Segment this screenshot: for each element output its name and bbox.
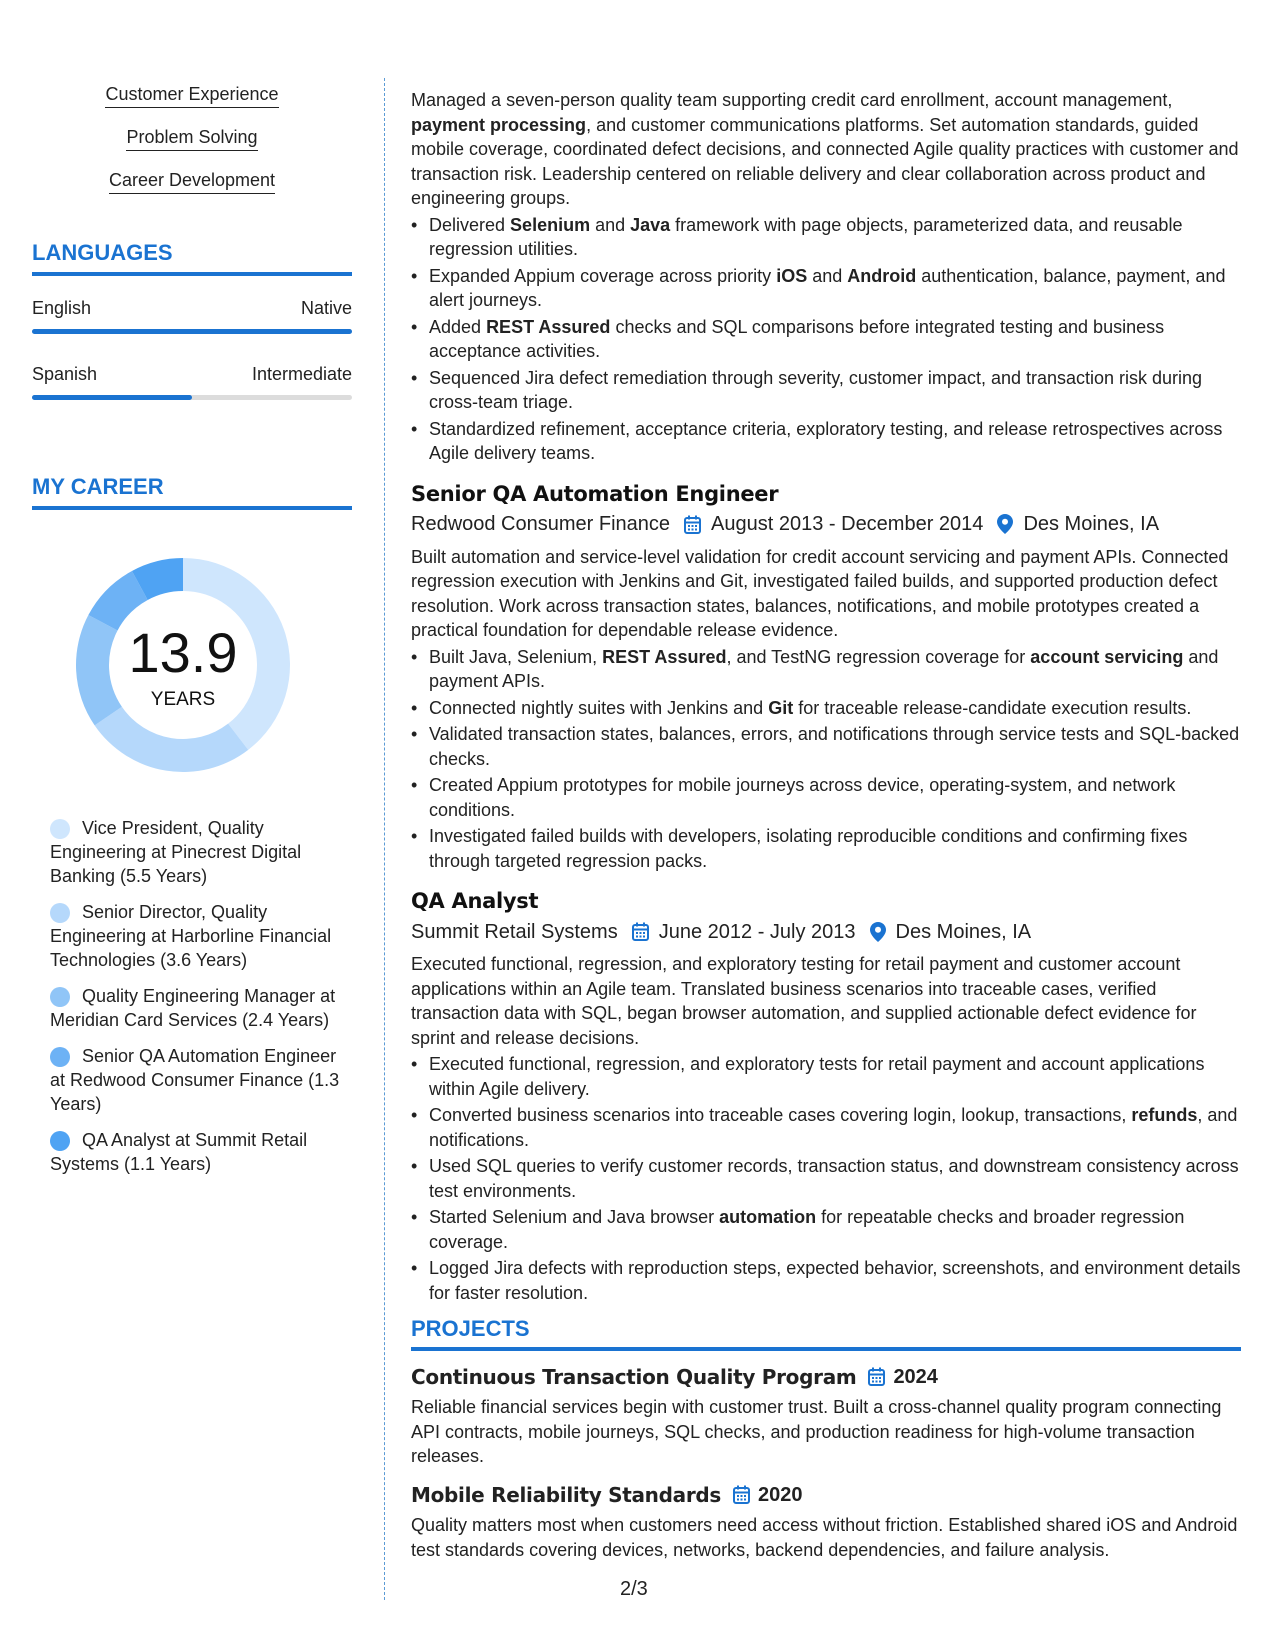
job-dates: June 2012 - July 2013 <box>658 920 856 943</box>
job-dates: August 2013 - December 2014 <box>711 513 984 535</box>
bullet-item: • Sequenced Jira defect remediation through severity, customer impact, and transaction risk during cross-team triage. <box>411 366 1241 415</box>
bullet-item: • Connected nightly suites with Jenkins and Git for traceable release-candidate execution results. <box>411 696 1241 721</box>
job-location: Des Moines, IA <box>895 920 1032 943</box>
skill-item: Customer Experience <box>105 84 278 108</box>
donut-center <box>68 550 298 780</box>
languages-section <box>32 240 352 400</box>
bullet-item: • Expanded Appium coverage across priority iOS and Android authentication, balance, payment, and alert journeys. <box>411 264 1241 313</box>
career-item-text: QA Analyst at Summit Retail Systems (1.1 Years) <box>50 1130 308 1174</box>
bullet-item: • Standardized refinement, acceptance criteria, exploratory testing, and release retrospectives across Agile delivery teams. <box>411 417 1241 466</box>
skill-list <box>32 84 352 194</box>
bullet-item: • Built Java, Selenium, REST Assured, and TestNG regression coverage for account servicing and payment APIs. <box>411 645 1241 694</box>
projects-section <box>411 1317 1241 1562</box>
job-entry <box>411 889 1241 1305</box>
project-description: Quality matters most when customers need access without friction. Established shared iOS and Android test standards covering devices, networks, backend dependencies, and failure analysis. <box>411 1515 1238 1560</box>
location-pin-icon <box>997 514 1013 534</box>
career-item <box>50 1128 352 1176</box>
career-item <box>50 984 352 1032</box>
skill-item: Problem Solving <box>126 127 257 151</box>
location-pin-icon <box>870 922 886 942</box>
language-name: English <box>32 298 92 318</box>
intro-bullets <box>411 213 1241 466</box>
language-proficiency-bar <box>32 395 352 400</box>
project-entry <box>411 1483 1241 1563</box>
career-legend-dot <box>50 1047 70 1067</box>
bullet-item: • Delivered Selenium and Java framework with page objects, parameterized data, and reusable regression utilities. <box>411 213 1241 262</box>
bullet-item: • Executed functional, regression, and exploratory tests for retail payment and account applications within Agile delivery. <box>411 1052 1241 1101</box>
career-item-text: Senior QA Automation Engineer at Redwood Consumer Finance (1.3 Years) <box>50 1046 340 1114</box>
bullet-item: • Added REST Assured checks and SQL comparisons before integrated testing and business acceptance activities. <box>411 315 1241 364</box>
bullet-item: • Logged Jira defects with reproduction steps, expected behavior, screenshots, and environment details for faster resolution. <box>411 1256 1241 1305</box>
bullet-item: • Investigated failed builds with developers, isolating reproducible conditions and confirming fixes through targeted regression packs. <box>411 824 1241 873</box>
project-entry <box>411 1365 1241 1469</box>
project-title: Mobile Reliability Standards <box>411 1482 722 1507</box>
career-legend-dot <box>50 987 70 1007</box>
career-section <box>32 474 352 1176</box>
column-divider <box>384 78 385 1600</box>
projects-heading: PROJECTS <box>411 1317 1241 1351</box>
career-list <box>32 816 352 1176</box>
bullet-item: • Validated transaction states, balances, errors, and notifications through service tests and SQL-backed checks. <box>411 722 1241 771</box>
language-proficiency-bar <box>32 329 352 334</box>
project-title-row <box>411 1483 1241 1508</box>
language-level: Native <box>300 298 352 318</box>
project-description: Reliable financial services begin with customer trust. Built a cross-channel quality program connecting API contracts, mobile journeys, SQL checks, and production readiness for high-volume transaction releases. <box>411 1397 1222 1466</box>
language-proficiency-fill <box>32 395 192 400</box>
calendar-icon <box>868 1367 885 1386</box>
project-year: 2024 <box>893 1365 938 1388</box>
job-description: Executed functional, regression, and exploratory testing for retail payment and customer account applications within an Agile team. Translated business scenarios into traceable cases, verified transaction data with SQL, began browser automation, and supplied actionable defect evidence for sprint and release decisions. <box>411 954 1197 1048</box>
job-entry <box>411 482 1241 874</box>
career-total-unit: YEARS <box>150 689 216 710</box>
bullet-item: • Used SQL queries to verify customer records, transaction status, and downstream consistency across test environments. <box>411 1154 1241 1203</box>
main-column <box>411 88 1241 1562</box>
calendar-icon <box>684 515 701 534</box>
job-bullets <box>411 1052 1241 1305</box>
bullet-item: • Started Selenium and Java browser automation for repeatable checks and broader regression coverage. <box>411 1205 1241 1254</box>
career-item-text: Senior Director, Quality Engineering at Harborline Financial Technologies (3.6 Years) <box>50 902 332 970</box>
project-year: 2020 <box>758 1483 803 1506</box>
language-row <box>32 364 352 385</box>
job-meta <box>411 920 1241 945</box>
intro-paragraph: Managed a seven-person quality team supporting credit card enrollment, account management, payment processing, and customer communications platforms. Set automation standards, guided mobile coverage, coordinated defect decisions, and connected Agile quality practices with customer and transaction risk. Leadership centered on reliable delivery and clear collaboration across product and engineering groups. <box>411 90 1239 208</box>
job-meta <box>411 512 1241 537</box>
career-item <box>50 900 352 972</box>
language-row <box>32 298 352 319</box>
skill-item: Career Development <box>109 170 275 194</box>
job-bullets <box>411 645 1241 874</box>
language-level: Intermediate <box>251 364 352 384</box>
career-legend-dot <box>50 819 70 839</box>
career-item <box>50 816 352 888</box>
project-title: Continuous Transaction Quality Program <box>411 1364 857 1389</box>
job-title: Senior QA Automation Engineer <box>411 481 779 506</box>
career-item-text: Quality Engineering Manager at Meridian Card Services (2.4 Years) <box>50 986 336 1030</box>
career-legend-dot <box>50 903 70 923</box>
career-donut-chart <box>68 550 298 780</box>
calendar-icon <box>733 1485 750 1504</box>
career-legend-dot <box>50 1131 70 1151</box>
language-name: Spanish <box>32 364 98 384</box>
project-title-row <box>411 1365 1241 1390</box>
page-number: 2/3 <box>620 1578 648 1600</box>
bullet-item: • Created Appium prototypes for mobile journeys across device, operating-system, and network conditions. <box>411 773 1241 822</box>
career-item-text: Vice President, Quality Engineering at Pinecrest Digital Banking (5.5 Years) <box>50 818 302 886</box>
job-location: Des Moines, IA <box>1023 513 1160 535</box>
sidebar <box>32 84 352 1188</box>
career-total-years: 13.9 <box>128 621 238 684</box>
job-description: Built automation and service-level validation for credit account servicing and payment APIs. Connected regression execution with Jenkins and Git, investigated failed builds, and supported production defect resolution. Work across transaction states, balances, notifications, and mobile prototypes created a practical foundation for dependable release evidence. <box>411 546 1229 640</box>
calendar-icon <box>632 922 649 941</box>
company-name: Summit Retail Systems <box>411 920 618 943</box>
languages-heading: LANGUAGES <box>32 240 352 276</box>
career-heading: MY CAREER <box>32 474 352 510</box>
career-item <box>50 1044 352 1116</box>
bullet-item: • Converted business scenarios into traceable cases covering login, lookup, transactions, refunds, and notifications. <box>411 1103 1241 1152</box>
job-title: QA Analyst <box>411 889 539 913</box>
language-proficiency-fill <box>32 329 352 334</box>
company-name: Redwood Consumer Finance <box>411 513 671 535</box>
